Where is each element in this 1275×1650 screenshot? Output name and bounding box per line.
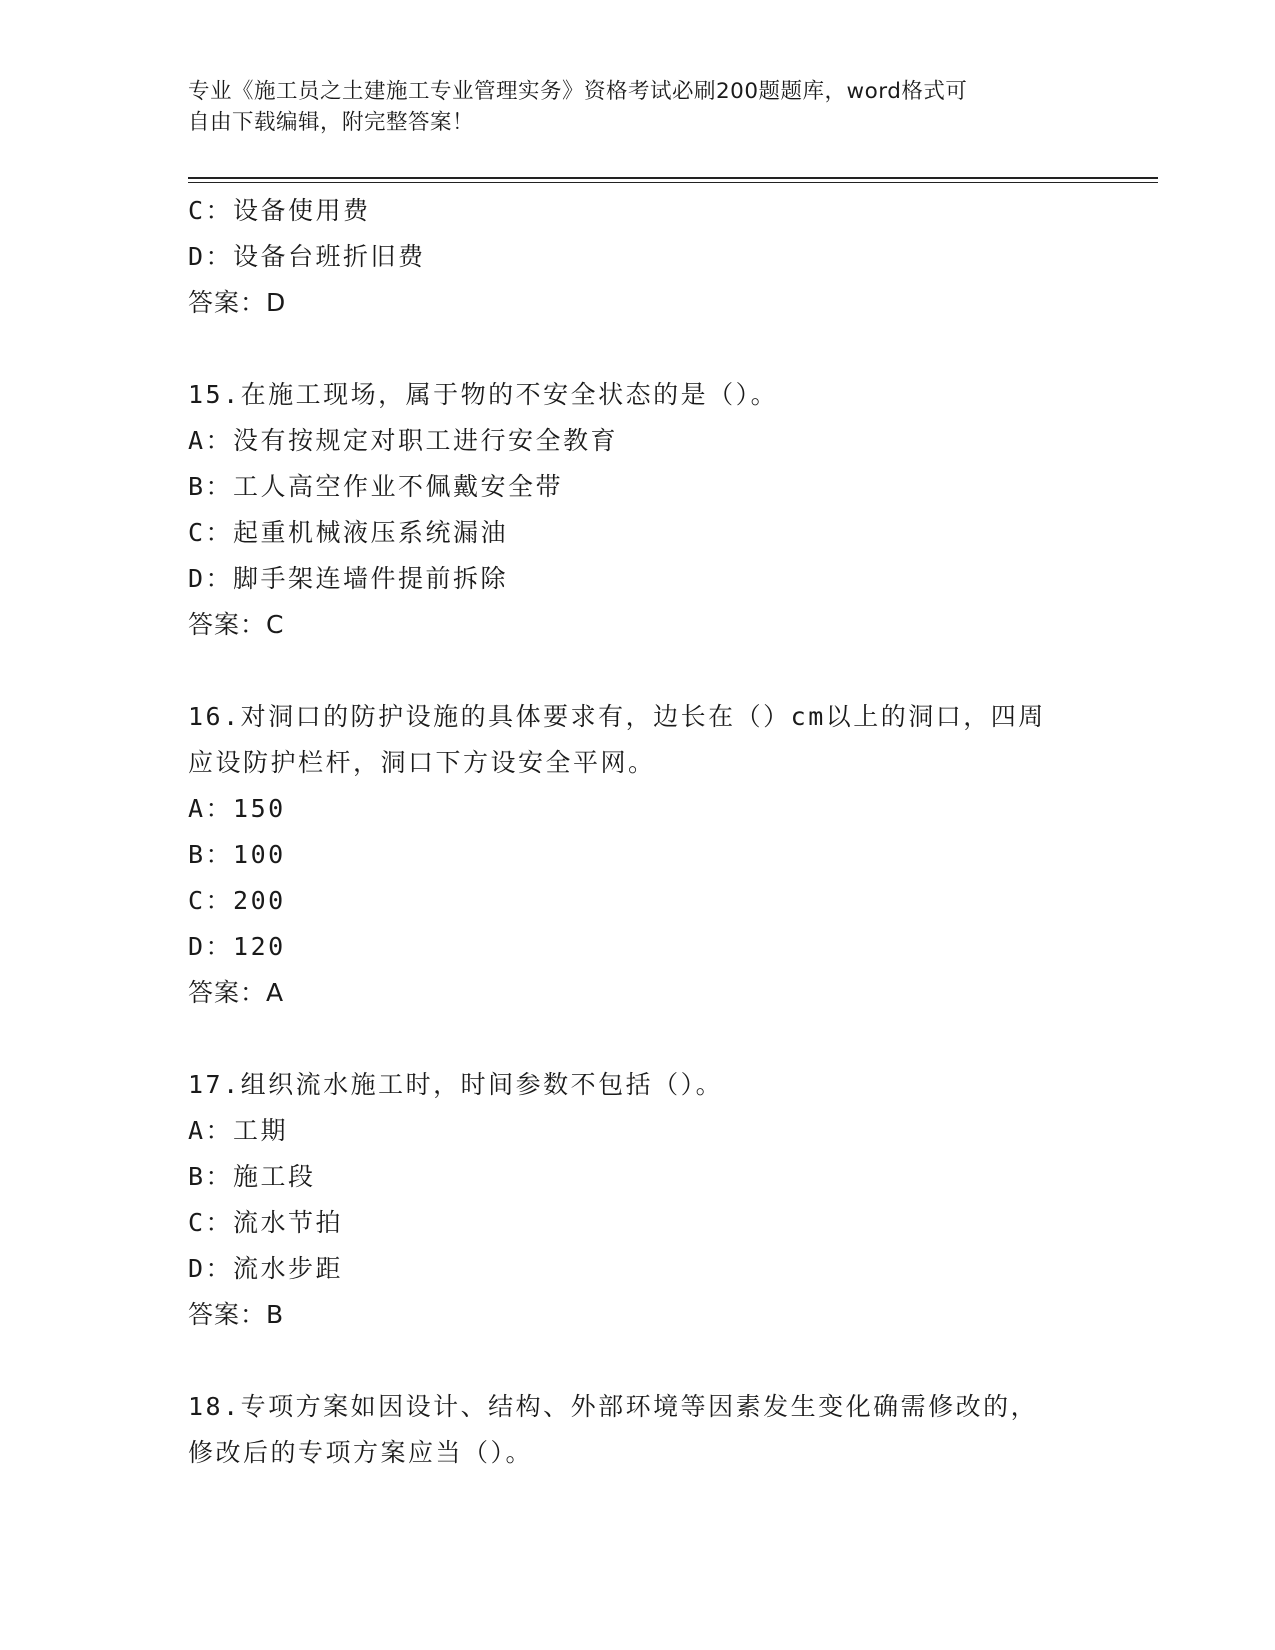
header-title-line-2: 自由下载编辑，附完整答案！	[188, 110, 475, 135]
question-stem-line-2: 应设防护栏杆，洞口下方设安全平网。	[188, 748, 656, 777]
option-d: D：脚手架连墙件提前拆除	[188, 564, 509, 593]
answer: 答案：B	[188, 1300, 285, 1329]
question-list	[188, 188, 1128, 1476]
answer: 答案：A	[188, 978, 285, 1007]
option-c: C：起重机械液压系统漏油	[188, 518, 509, 547]
option-c: C：200	[188, 886, 286, 915]
spacer	[188, 1016, 1128, 1062]
option-c: C：流水节拍	[188, 1208, 344, 1237]
answer: 答案：D	[188, 288, 287, 317]
question-stem-line-2: 修改后的专项方案应当（）。	[188, 1438, 534, 1467]
header-title-line-1: 专业《施工员之土建施工专业管理实务》资格考试必刷200题题库，word格式可	[188, 79, 968, 104]
question-stem-line-1: 16.对洞口的防护设施的具体要求有，边长在（）cm以上的洞口，四周	[188, 702, 1046, 731]
option-d: D：流水步距	[188, 1254, 344, 1283]
option-a: A：150	[188, 794, 286, 823]
option-b: B：100	[188, 840, 286, 869]
option-b: B：施工段	[188, 1162, 316, 1191]
header-divider-thin	[188, 182, 1158, 183]
question-stem-line-1: 18.专项方案如因设计、结构、外部环境等因素发生变化确需修改的，	[188, 1392, 1039, 1421]
option-c: C：设备使用费	[188, 196, 371, 225]
spacer	[188, 1338, 1128, 1384]
question-18	[188, 1384, 1128, 1476]
question-14	[188, 188, 1128, 326]
option-a: A：工期	[188, 1116, 289, 1145]
question-15	[188, 372, 1128, 648]
option-d: D：设备台班折旧费	[188, 242, 426, 271]
option-b: B：工人高空作业不佩戴安全带	[188, 472, 564, 501]
spacer	[188, 648, 1128, 694]
question-stem: 17.组织流水施工时，时间参数不包括（）。	[188, 1070, 724, 1099]
question-stem: 15.在施工现场，属于物的不安全状态的是（）。	[188, 380, 779, 409]
question-17	[188, 1062, 1128, 1338]
spacer	[188, 326, 1128, 372]
document-header	[188, 76, 1088, 138]
question-16	[188, 694, 1128, 1016]
header-divider-thick	[188, 177, 1158, 179]
answer: 答案：C	[188, 610, 285, 639]
option-a: A：没有按规定对职工进行安全教育	[188, 426, 619, 455]
option-d: D：120	[188, 932, 286, 961]
